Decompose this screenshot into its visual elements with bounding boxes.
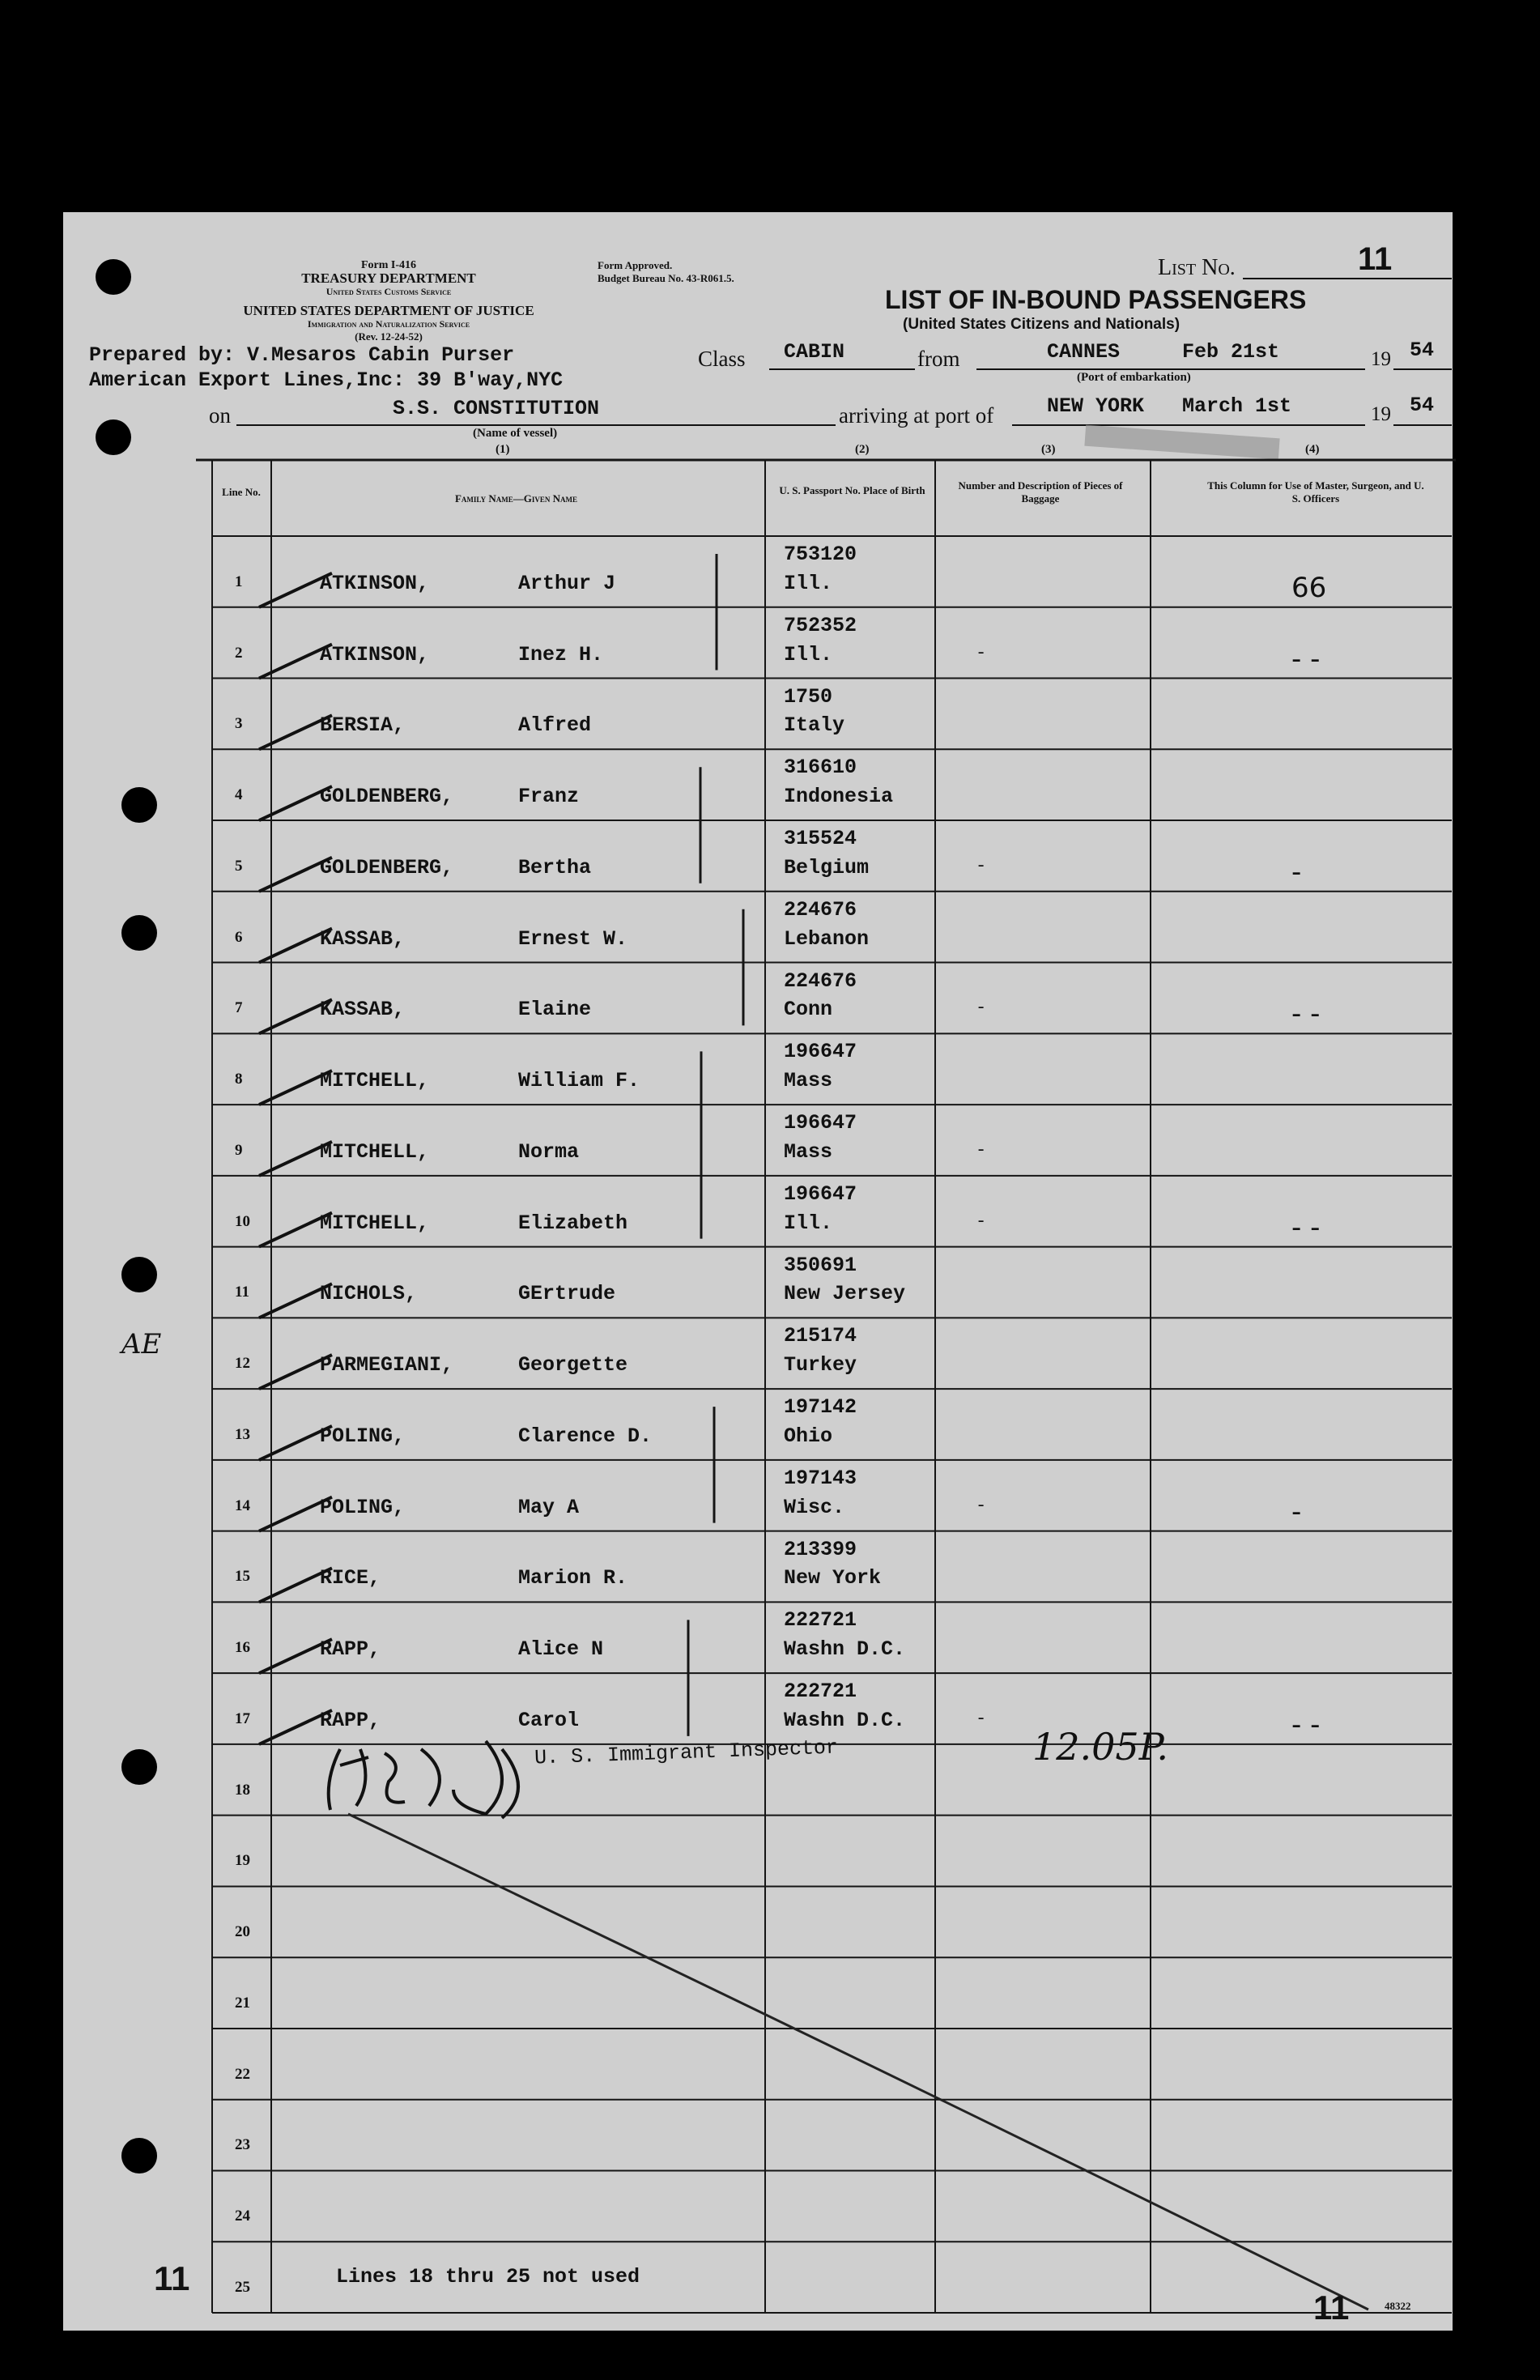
line-number: 9 — [235, 1141, 243, 1159]
arrival-year: 54 — [1410, 394, 1435, 417]
passport-number: 196647 — [784, 1040, 857, 1064]
family-name: ATKINSON, — [320, 571, 430, 595]
family-name: KASSAB, — [320, 998, 406, 1022]
line-number: 21 — [235, 1994, 250, 2012]
officer-mark: 66 — [1291, 571, 1327, 604]
embarkation-caption: (Port of embarkation) — [1077, 371, 1191, 384]
agency-ins: Immigration and Naturalization Service — [307, 318, 470, 330]
baggage-mark: - — [976, 642, 987, 663]
family-name: PARMEGIANI, — [320, 1353, 454, 1377]
officer-mark: - - — [1291, 998, 1321, 1031]
place-of-birth: Turkey — [784, 1353, 857, 1377]
family-name: RAPP, — [320, 1637, 381, 1662]
column-number-1: (1) — [496, 443, 510, 456]
place-of-birth: Indonesia — [784, 785, 894, 809]
family-name: GOLDENBERG, — [320, 855, 454, 879]
place-of-birth: Ill. — [784, 1211, 833, 1235]
arrival-port: NEW YORK — [1047, 394, 1145, 418]
place-of-birth: Italy — [784, 713, 845, 738]
line-number: 12 — [235, 1355, 250, 1373]
line-number: 14 — [235, 1497, 250, 1514]
margin-initials: AE — [121, 1328, 162, 1360]
line-number: 4 — [235, 786, 243, 804]
given-name: Arthur J — [518, 571, 616, 595]
given-name: Elaine — [518, 998, 592, 1022]
officer-mark: - - — [1291, 1211, 1321, 1244]
officer-mark: - — [1291, 1495, 1302, 1528]
passport-number: 196647 — [784, 1181, 857, 1206]
given-name: Bertha — [518, 855, 592, 879]
lines-not-used-note: Lines 18 thru 25 not used — [336, 2265, 640, 2288]
passport-number: 222721 — [784, 1680, 857, 1704]
passport-number: 316610 — [784, 756, 857, 780]
port-of-embarkation: CANNES — [1047, 340, 1121, 364]
list-number: 11 — [1358, 241, 1393, 277]
inspector-signature — [329, 1741, 518, 1818]
passport-number: 350691 — [784, 1253, 857, 1277]
passport-number: 224676 — [784, 969, 857, 993]
passport-number: 224676 — [784, 897, 857, 922]
passport-number: 213399 — [784, 1537, 857, 1561]
prepared-by: Prepared by: V.Mesaros Cabin Purser — [89, 343, 515, 367]
given-name: Alice N — [518, 1637, 604, 1662]
column-number-4: (4) — [1305, 443, 1320, 456]
line-number: 6 — [235, 928, 243, 946]
officer-mark: - - — [1291, 1708, 1321, 1741]
line-number: 2 — [235, 644, 243, 662]
officer-mark: - — [1291, 855, 1302, 888]
place-of-birth: Belgium — [784, 855, 870, 879]
line-number: 15 — [235, 1568, 250, 1586]
vessel-name: S.S. CONSTITUTION — [393, 397, 600, 420]
from-label: from — [917, 347, 960, 371]
agency-treasury: TREASURY DEPARTMENT — [301, 270, 476, 286]
line-number: 8 — [235, 1071, 243, 1088]
line-number: 24 — [235, 2208, 250, 2225]
line-number: 5 — [235, 857, 243, 875]
budget-bureau: Budget Bureau No. 43-R061.5. — [598, 272, 734, 284]
given-name: Franz — [518, 785, 580, 809]
family-name: MITCHELL, — [320, 1211, 430, 1235]
place-of-birth: Ohio — [784, 1424, 833, 1448]
given-name: Elizabeth — [518, 1211, 628, 1235]
line-number: 22 — [235, 2065, 250, 2083]
class-label: Class — [698, 347, 746, 371]
page-title: LIST OF IN-BOUND PASSENGERS — [885, 285, 1307, 314]
year-prefix: 19 — [1371, 348, 1391, 370]
line-number: 13 — [235, 1425, 250, 1443]
line-number: 10 — [235, 1212, 250, 1230]
form-revision: (Rev. 12-24-52) — [355, 330, 423, 343]
column-header-passport: U. S. Passport No. Place of Birth — [779, 484, 925, 496]
given-name: Norma — [518, 1139, 580, 1164]
given-name: Carol — [518, 1708, 580, 1732]
family-name: BERSIA, — [320, 713, 406, 738]
line-number: 23 — [235, 2136, 250, 2154]
passport-number: 197143 — [784, 1466, 857, 1490]
place-of-birth: Wisc. — [784, 1495, 845, 1519]
officer-mark: - - — [1291, 642, 1321, 675]
line-number: 19 — [235, 1852, 250, 1870]
passport-number: 215174 — [784, 1324, 857, 1348]
place-of-birth: Washn D.C. — [784, 1708, 906, 1732]
passport-number: 315524 — [784, 827, 857, 851]
family-name: KASSAB, — [320, 926, 406, 951]
passport-number: 222721 — [784, 1608, 857, 1633]
family-name: POLING, — [320, 1424, 406, 1448]
given-name: GErtrude — [518, 1282, 616, 1306]
line-number: 18 — [235, 1781, 250, 1799]
form-number: Form I-416 — [360, 259, 417, 271]
page-subtitle: (United States Citizens and Nationals) — [903, 316, 1181, 333]
line-number: 11 — [235, 1284, 249, 1301]
family-name: GOLDENBERG, — [320, 785, 454, 809]
cancel-stroke — [348, 1814, 1368, 2310]
column-header-name: Family Name—Given Name — [454, 492, 577, 505]
baggage-mark: - — [976, 1708, 987, 1729]
shipping-company: American Export Lines,Inc: 39 B'way,NYC — [89, 368, 564, 392]
column-header-officers: This Column for Use of Master, Surgeon, and U. S. Officers — [1207, 479, 1424, 505]
given-name: William F. — [518, 1069, 640, 1093]
place-of-birth: Mass — [784, 1069, 833, 1093]
family-name: RICE, — [320, 1566, 381, 1590]
passport-number: 753120 — [784, 543, 857, 566]
passport-number: 752352 — [784, 613, 857, 637]
column-number-3: (3) — [1041, 443, 1056, 456]
line-number: 25 — [235, 2279, 250, 2296]
place-of-birth: Lebanon — [784, 926, 870, 951]
baggage-mark: - — [976, 855, 987, 876]
family-name: NICHOLS, — [320, 1282, 418, 1306]
given-name: Clarence D. — [518, 1424, 653, 1448]
form-approved: Form Approved. — [598, 259, 673, 271]
on-label: on — [209, 403, 231, 428]
line-number: 7 — [235, 999, 243, 1017]
baggage-mark: - — [976, 1139, 987, 1160]
place-of-birth: New York — [784, 1566, 882, 1590]
given-name: Ernest W. — [518, 926, 628, 951]
family-name: MITCHELL, — [320, 1069, 430, 1093]
line-number: 1 — [235, 573, 243, 590]
column-header-baggage: Number and Description of Pieces of Baggage — [958, 479, 1123, 505]
family-name: ATKINSON, — [320, 642, 430, 666]
list-no-label: List No. — [1158, 255, 1236, 280]
page-number-right: 11 — [1313, 2288, 1350, 2327]
given-name: Alfred — [518, 713, 592, 738]
place-of-birth: Mass — [784, 1139, 833, 1164]
agency-justice: UNITED STATES DEPARTMENT OF JUSTICE — [243, 303, 534, 318]
given-name: May A — [518, 1495, 580, 1519]
passport-number: 197142 — [784, 1395, 857, 1420]
passport-number: 1750 — [784, 684, 833, 709]
embarkation-date: Feb 21st — [1182, 340, 1280, 364]
baggage-mark: - — [976, 1495, 987, 1516]
vessel-caption: (Name of vessel) — [473, 427, 558, 440]
inspector-label: U. S. Immigrant Inspector — [534, 1735, 839, 1770]
baggage-mark: - — [976, 1211, 987, 1232]
embarkation-year: 54 — [1410, 338, 1435, 362]
given-name: Georgette — [518, 1353, 628, 1377]
family-name: RAPP, — [320, 1708, 381, 1732]
place-of-birth: New Jersey — [784, 1282, 906, 1306]
given-name: Inez H. — [518, 642, 604, 666]
class-value: CABIN — [784, 340, 845, 364]
page-number-left: 11 — [154, 2259, 190, 2297]
family-name: MITCHELL, — [320, 1139, 430, 1164]
passport-number: 196647 — [784, 1111, 857, 1135]
place-of-birth: Washn D.C. — [784, 1637, 906, 1662]
clearance-time: 12.05P. — [1032, 1725, 1168, 1769]
arriving-label: arriving at port of — [839, 403, 994, 428]
column-number-2: (2) — [855, 443, 870, 456]
family-name: POLING, — [320, 1495, 406, 1519]
year-prefix-2: 19 — [1371, 403, 1391, 425]
arrival-date: March 1st — [1182, 394, 1292, 418]
line-number: 3 — [235, 715, 243, 733]
line-number: 16 — [235, 1639, 250, 1657]
place-of-birth: Ill. — [784, 571, 833, 595]
place-of-birth: Conn — [784, 998, 833, 1022]
baggage-mark: - — [976, 998, 987, 1019]
line-number: 17 — [235, 1709, 250, 1727]
agency-customs: United States Customs Service — [325, 286, 452, 297]
line-number: 20 — [235, 1923, 250, 1941]
column-header-line: Line No. — [222, 486, 261, 498]
given-name: Marion R. — [518, 1566, 628, 1590]
print-code: 48322 — [1385, 2300, 1411, 2312]
place-of-birth: Ill. — [784, 642, 833, 666]
